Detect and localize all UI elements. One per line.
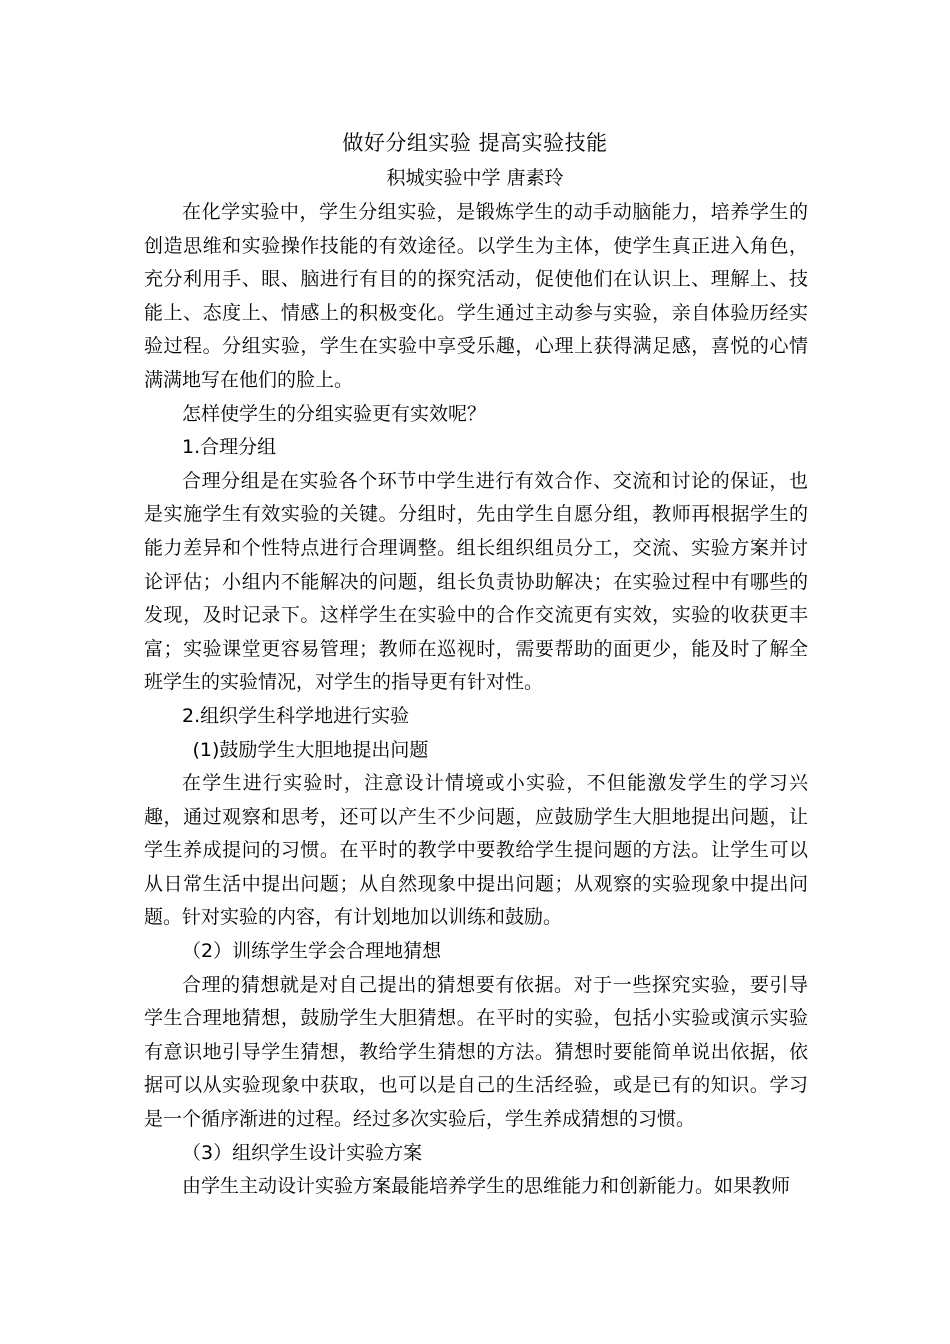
subsection-heading-3: （3）组织学生设计实验方案 xyxy=(182,1141,423,1164)
paragraph-intro: 在化学实验中，学生分组实验，是锻炼学生的动手动脑能力，培养学生的创造思维和实验操作技能的有效途径。以学生为主体，使学生真正进入角色，充分利用手、眼、脑进行有目的的探究活动，促使他们在认识上、理解上、技能上、态度上、情感上的积极变化。学生通过主动参与实验，亲自体验历经实验过程。分组实验，学生在实验中享受乐趣，心理上获得满足感，喜悦的心情满满地写在他们的脸上。 xyxy=(144,201,808,391)
paragraph-grouping: 合理分组是在实验各个环节中学生进行有效合作、交流和讨论的保证，也是实施学生有效实验的关键。分组时，先由学生自愿分组，教师再根据学生的能力差异和个性特点进行合理调整。组长组织组员分工，交流、实验方案并讨论评估；小组内不能解决的问题，组长负责协助解决；在实验过程中有哪些的发现，及时记录下。这样学生在实验中的合作交流更有实效，实验的收获更丰富；实验课堂更容易管理；教师在巡视时，需要帮助的面更少，能及时了解全班学生的实验情况，对学生的指导更有针对性。 xyxy=(144,469,808,694)
section-heading-1: 1.合理分组 xyxy=(182,436,277,459)
document-body xyxy=(144,196,808,1204)
section-heading-2: 2.组织学生科学地进行实验 xyxy=(182,704,410,727)
paragraph-guessing: 合理的猜想就是对自己提出的猜想要有依据。对于一些探究实验，要引导学生合理地猜想，鼓励学生大胆猜想。在平时的实验，包括小实验或演示实验有意识地引导学生猜想，教给学生猜想的方法。猜想时要能简单说出依据，依据可以从实验现象中获取，也可以是自己的生活经验，或是已有的知识。学习是一个循序渐进的过程。经过多次实验后，学生养成猜想的习惯。 xyxy=(144,973,808,1131)
document-title: 做好分组实验 提高实验技能 xyxy=(342,131,608,155)
paragraph-questions: 在学生进行实验时，注意设计情境或小实验，不但能激发学生的学习兴趣，通过观察和思考，还可以产生不少问题，应鼓励学生大胆地提出问题，让学生养成提问的习惯。在平时的教学中要教给学生提问题的方法。让学生可以从日常生活中提出问题；从自然现象中提出问题；从观察的实验现象中提出问题。针对实验的内容，有计划地加以训练和鼓励。 xyxy=(144,772,808,929)
subsection-heading-2: （2）训练学生学会合理地猜想 xyxy=(182,940,442,963)
subsection-heading-1: (1)鼓励学生大胆地提出问题 xyxy=(192,738,429,761)
document-author: 积城实验中学 唐素玲 xyxy=(386,167,564,189)
paragraph-design: 由学生主动设计实验方案最能培养学生的思维能力和创新能力。如果教师 xyxy=(182,1175,791,1198)
paragraph-question: 怎样使学生的分组实验更有实效呢？ xyxy=(182,402,487,425)
